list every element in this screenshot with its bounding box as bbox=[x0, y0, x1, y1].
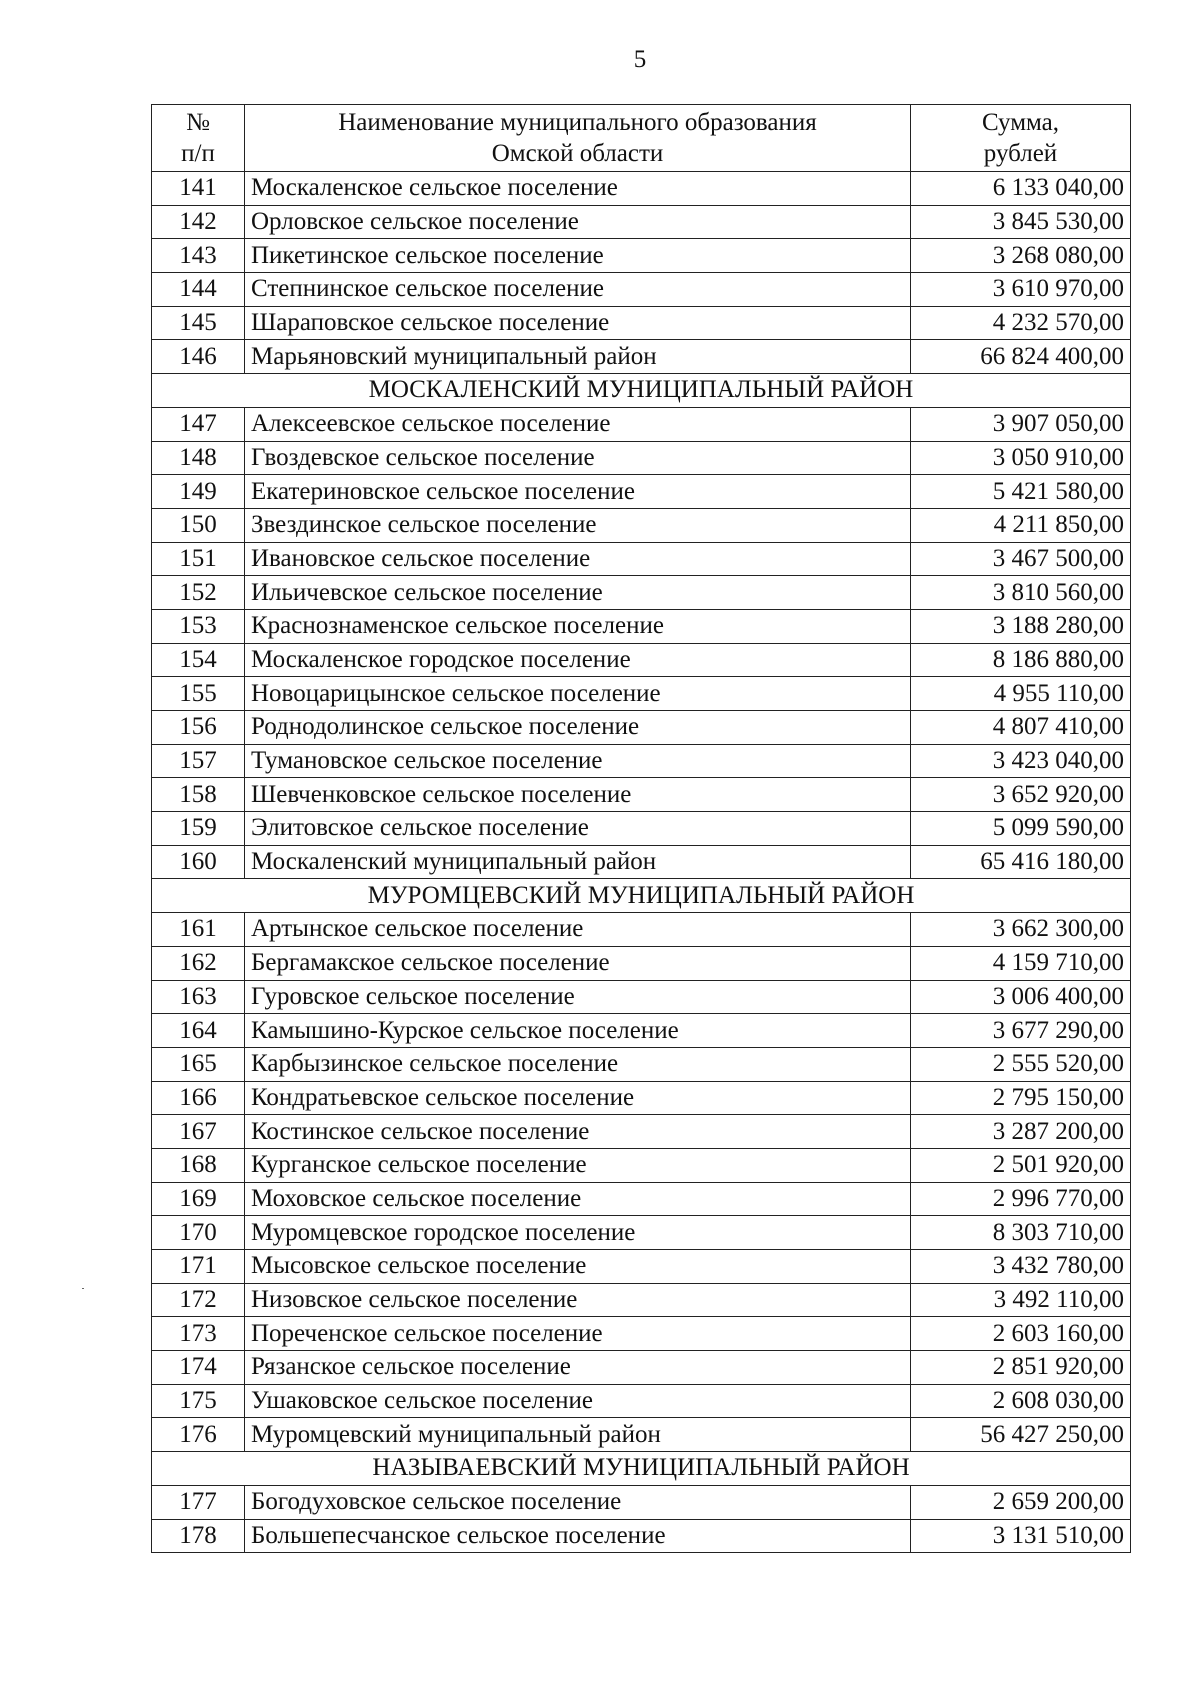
row-number: 147 bbox=[152, 407, 245, 441]
row-sum: 3 131 510,00 bbox=[911, 1519, 1131, 1553]
row-number: 144 bbox=[152, 273, 245, 307]
row-sum: 3 810 560,00 bbox=[911, 576, 1131, 610]
row-sum: 65 416 180,00 bbox=[911, 845, 1131, 879]
municipality-name: Москаленское городское поселение bbox=[245, 643, 911, 677]
table-row bbox=[152, 1047, 1131, 1081]
municipality-name: Мысовское сельское поселение bbox=[245, 1250, 911, 1284]
table-row bbox=[152, 677, 1131, 711]
table-row bbox=[152, 643, 1131, 677]
row-number: 142 bbox=[152, 205, 245, 239]
row-sum: 3 432 780,00 bbox=[911, 1250, 1131, 1284]
municipality-name: Муромцевский муниципальный район bbox=[245, 1418, 911, 1452]
municipality-name: Элитовское сельское поселение bbox=[245, 812, 911, 846]
row-number: 146 bbox=[152, 340, 245, 374]
row-sum: 3 050 910,00 bbox=[911, 441, 1131, 475]
municipality-name: Большепесчанское сельское поселение bbox=[245, 1519, 911, 1553]
municipality-name: Артынское сельское поселение bbox=[245, 913, 911, 947]
municipality-name: Ивановское сельское поселение bbox=[245, 542, 911, 576]
municipality-name: Карбызинское сельское поселение bbox=[245, 1047, 911, 1081]
municipality-name: Орловское сельское поселение bbox=[245, 205, 911, 239]
row-number: 154 bbox=[152, 643, 245, 677]
municipality-name: Ушаковское сельское поселение bbox=[245, 1384, 911, 1418]
row-sum: 66 824 400,00 bbox=[911, 340, 1131, 374]
row-sum: 3 652 920,00 bbox=[911, 778, 1131, 812]
row-sum: 3 188 280,00 bbox=[911, 609, 1131, 643]
municipality-name: Гуровское сельское поселение bbox=[245, 980, 911, 1014]
table-row bbox=[152, 1384, 1131, 1418]
row-sum: 3 268 080,00 bbox=[911, 239, 1131, 273]
row-sum: 5 099 590,00 bbox=[911, 812, 1131, 846]
table-row bbox=[152, 1115, 1131, 1149]
row-number: 162 bbox=[152, 946, 245, 980]
row-sum: 56 427 250,00 bbox=[911, 1418, 1131, 1452]
row-sum: 4 232 570,00 bbox=[911, 306, 1131, 340]
table-row bbox=[152, 744, 1131, 778]
row-sum: 3 677 290,00 bbox=[911, 1014, 1131, 1048]
row-number: 160 bbox=[152, 845, 245, 879]
municipality-name: Рязанское сельское поселение bbox=[245, 1351, 911, 1385]
row-number: 156 bbox=[152, 711, 245, 745]
table-row bbox=[152, 1148, 1131, 1182]
row-sum: 3 492 110,00 bbox=[911, 1283, 1131, 1317]
row-sum: 3 467 500,00 bbox=[911, 542, 1131, 576]
row-sum: 4 807 410,00 bbox=[911, 711, 1131, 745]
municipality-name: Низовское сельское поселение bbox=[245, 1283, 911, 1317]
row-number: 163 bbox=[152, 980, 245, 1014]
municipality-name: Камышино-Курское сельское поселение bbox=[245, 1014, 911, 1048]
section-title: НАЗЫВАЕВСКИЙ МУНИЦИПАЛЬНЫЙ РАЙОН bbox=[152, 1452, 1131, 1486]
table-row bbox=[152, 576, 1131, 610]
row-number: 165 bbox=[152, 1047, 245, 1081]
municipality-name: Екатериновское сельское поселение bbox=[245, 475, 911, 509]
row-sum: 4 159 710,00 bbox=[911, 946, 1131, 980]
header-sum: Сумма, рублей bbox=[911, 105, 1131, 172]
municipality-name: Муромцевское городское поселение bbox=[245, 1216, 911, 1250]
row-number: 155 bbox=[152, 677, 245, 711]
row-sum: 8 186 880,00 bbox=[911, 643, 1131, 677]
row-number: 166 bbox=[152, 1081, 245, 1115]
municipality-name: Шараповское сельское поселение bbox=[245, 306, 911, 340]
header-number: № п/п bbox=[152, 105, 245, 172]
table-row bbox=[152, 1081, 1131, 1115]
table-body bbox=[152, 172, 1131, 1553]
table-row bbox=[152, 1317, 1131, 1351]
municipality-name: Новоцарицынское сельское поселение bbox=[245, 677, 911, 711]
row-sum: 3 006 400,00 bbox=[911, 980, 1131, 1014]
table-row bbox=[152, 172, 1131, 206]
row-sum: 3 610 970,00 bbox=[911, 273, 1131, 307]
municipality-name: Ильичевское сельское поселение bbox=[245, 576, 911, 610]
row-sum: 5 421 580,00 bbox=[911, 475, 1131, 509]
table-row bbox=[152, 1283, 1131, 1317]
scan-speck bbox=[82, 1288, 84, 1289]
municipality-name: Курганское сельское поселение bbox=[245, 1148, 911, 1182]
municipality-name: Роднодолинское сельское поселение bbox=[245, 711, 911, 745]
municipality-name: Пикетинское сельское поселение bbox=[245, 239, 911, 273]
row-number: 178 bbox=[152, 1519, 245, 1553]
municipality-name: Тумановское сельское поселение bbox=[245, 744, 911, 778]
row-number: 161 bbox=[152, 913, 245, 947]
municipality-name: Шевченковское сельское поселение bbox=[245, 778, 911, 812]
row-number: 143 bbox=[152, 239, 245, 273]
page-number: 5 bbox=[633, 46, 647, 73]
row-sum: 2 659 200,00 bbox=[911, 1485, 1131, 1519]
municipality-name: Богодуховское сельское поселение bbox=[245, 1485, 911, 1519]
municipality-name: Марьяновский муниципальный район bbox=[245, 340, 911, 374]
section-header-row bbox=[152, 1452, 1131, 1486]
row-number: 148 bbox=[152, 441, 245, 475]
municipality-name: Гвоздевское сельское поселение bbox=[245, 441, 911, 475]
row-sum: 2 603 160,00 bbox=[911, 1317, 1131, 1351]
table-row bbox=[152, 475, 1131, 509]
table-row bbox=[152, 1250, 1131, 1284]
row-number: 157 bbox=[152, 744, 245, 778]
row-number: 177 bbox=[152, 1485, 245, 1519]
section-title: МУРОМЦЕВСКИЙ МУНИЦИПАЛЬНЫЙ РАЙОН bbox=[152, 879, 1131, 913]
municipality-name: Степнинское сельское поселение bbox=[245, 273, 911, 307]
table-row bbox=[152, 508, 1131, 542]
row-number: 159 bbox=[152, 812, 245, 846]
table-row bbox=[152, 239, 1131, 273]
row-number: 172 bbox=[152, 1283, 245, 1317]
municipality-name: Москаленское сельское поселение bbox=[245, 172, 911, 206]
row-sum: 2 501 920,00 bbox=[911, 1148, 1131, 1182]
row-sum: 3 907 050,00 bbox=[911, 407, 1131, 441]
row-number: 158 bbox=[152, 778, 245, 812]
municipality-name: Моховское сельское поселение bbox=[245, 1182, 911, 1216]
row-number: 141 bbox=[152, 172, 245, 206]
row-number: 173 bbox=[152, 1317, 245, 1351]
table-row bbox=[152, 1014, 1131, 1048]
row-sum: 3 423 040,00 bbox=[911, 744, 1131, 778]
table-row bbox=[152, 306, 1131, 340]
row-number: 169 bbox=[152, 1182, 245, 1216]
municipality-name: Кондратьевское сельское поселение bbox=[245, 1081, 911, 1115]
table-row bbox=[152, 441, 1131, 475]
row-sum: 2 608 030,00 bbox=[911, 1384, 1131, 1418]
section-title: МОСКАЛЕНСКИЙ МУНИЦИПАЛЬНЫЙ РАЙОН bbox=[152, 374, 1131, 408]
table-row bbox=[152, 845, 1131, 879]
municipality-name: Костинское сельское поселение bbox=[245, 1115, 911, 1149]
row-sum: 2 555 520,00 bbox=[911, 1047, 1131, 1081]
municipality-name: Москаленский муниципальный район bbox=[245, 845, 911, 879]
header-municipality-name: Наименование муниципального образования Омской области bbox=[245, 105, 911, 172]
municipality-name: Звездинское сельское поселение bbox=[245, 508, 911, 542]
row-sum: 3 845 530,00 bbox=[911, 205, 1131, 239]
row-number: 167 bbox=[152, 1115, 245, 1149]
table-row bbox=[152, 1216, 1131, 1250]
row-number: 176 bbox=[152, 1418, 245, 1452]
row-number: 152 bbox=[152, 576, 245, 610]
row-number: 170 bbox=[152, 1216, 245, 1250]
municipal-funding-table bbox=[151, 104, 1131, 1553]
row-number: 168 bbox=[152, 1148, 245, 1182]
row-sum: 4 955 110,00 bbox=[911, 677, 1131, 711]
row-number: 153 bbox=[152, 609, 245, 643]
row-number: 145 bbox=[152, 306, 245, 340]
section-header-row bbox=[152, 879, 1131, 913]
municipality-name: Пореченское сельское поселение bbox=[245, 1317, 911, 1351]
municipality-name: Алексеевское сельское поселение bbox=[245, 407, 911, 441]
table-row bbox=[152, 778, 1131, 812]
table-row bbox=[152, 1351, 1131, 1385]
table-row bbox=[152, 609, 1131, 643]
row-number: 171 bbox=[152, 1250, 245, 1284]
table-row bbox=[152, 711, 1131, 745]
section-header-row bbox=[152, 374, 1131, 408]
table-row bbox=[152, 205, 1131, 239]
row-sum: 4 211 850,00 bbox=[911, 508, 1131, 542]
table-row bbox=[152, 542, 1131, 576]
table-row bbox=[152, 1519, 1131, 1553]
municipality-name: Бергамакское сельское поселение bbox=[245, 946, 911, 980]
row-number: 151 bbox=[152, 542, 245, 576]
row-sum: 2 851 920,00 bbox=[911, 1351, 1131, 1385]
row-sum: 2 795 150,00 bbox=[911, 1081, 1131, 1115]
row-sum: 3 287 200,00 bbox=[911, 1115, 1131, 1149]
row-sum: 2 996 770,00 bbox=[911, 1182, 1131, 1216]
table-row bbox=[152, 946, 1131, 980]
table-row bbox=[152, 340, 1131, 374]
table-row bbox=[152, 407, 1131, 441]
municipality-name: Краснознаменское сельское поселение bbox=[245, 609, 911, 643]
table-row bbox=[152, 980, 1131, 1014]
table-row bbox=[152, 812, 1131, 846]
table-row bbox=[152, 273, 1131, 307]
table-row bbox=[152, 1418, 1131, 1452]
table-header-row bbox=[152, 105, 1131, 172]
row-number: 174 bbox=[152, 1351, 245, 1385]
row-number: 175 bbox=[152, 1384, 245, 1418]
table-row bbox=[152, 1485, 1131, 1519]
row-sum: 8 303 710,00 bbox=[911, 1216, 1131, 1250]
row-number: 149 bbox=[152, 475, 245, 509]
table-row bbox=[152, 913, 1131, 947]
row-sum: 6 133 040,00 bbox=[911, 172, 1131, 206]
row-number: 164 bbox=[152, 1014, 245, 1048]
table-row bbox=[152, 1182, 1131, 1216]
row-sum: 3 662 300,00 bbox=[911, 913, 1131, 947]
row-number: 150 bbox=[152, 508, 245, 542]
